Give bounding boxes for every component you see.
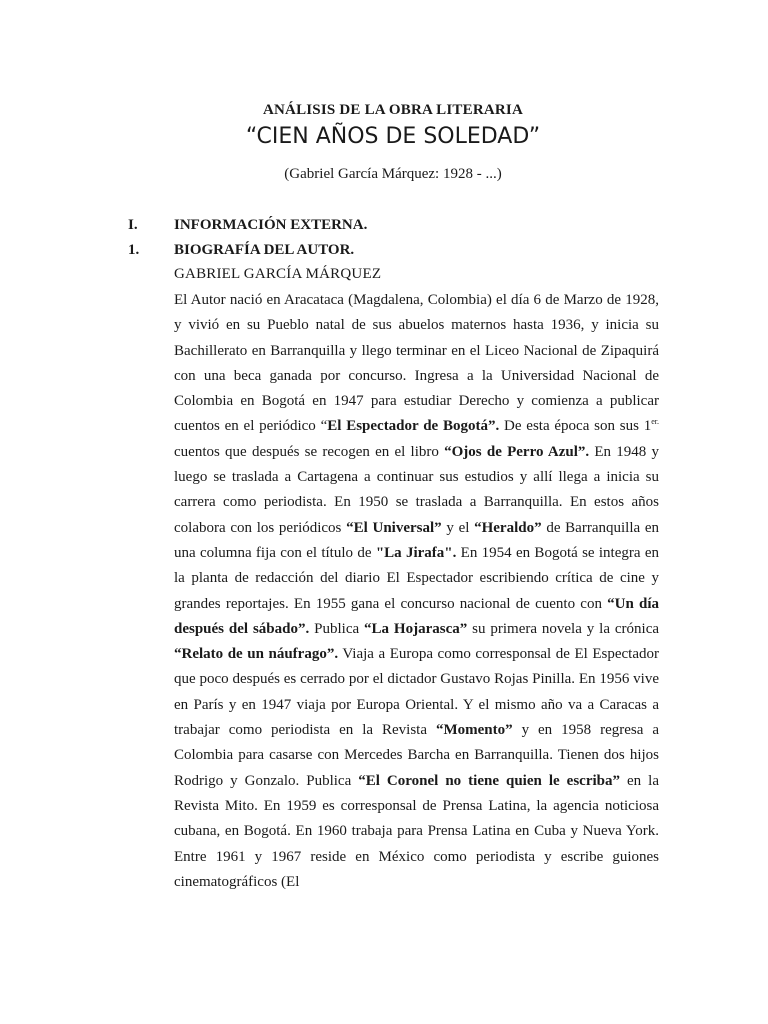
bold-title-run: “El Coronel no tiene quien le escriba” <box>358 772 620 789</box>
bold-title-run: “El Universal” <box>346 519 442 536</box>
text-run: y el <box>441 519 475 536</box>
work-title: “CIEN AÑOS DE SOLEDAD” <box>245 124 541 149</box>
text-run: Viaja a Europa como corresponsal de El Espectador que poco después es cerrado por el dictador Gustavo Rojas Pinilla. En 1956 vive en París y en 1947 viaja por Europa Oriental. Y el mismo año va a Caracas a trabajar como periodista en la Revista <box>174 646 659 739</box>
text-run: El Autor nació en Aracataca (Magdalena, Colombia) el día 6 de Marzo de 1928, y vivió en su Pueblo natal de sus abuelos maternos hasta 1936, y inicia su Bachillerato en Barranquilla y llego terminar en el Liceo Nacional de Zipaquirá con una beca ganada por concurso. Ingresa a la Universidad Nacional de Colombia en Bogotá en 1947 para estudiar Derecho y comienza a publicar cuentos en el periódico “ <box>174 292 659 435</box>
section-title: BIOGRAFÍA DEL AUTOR. <box>174 242 355 258</box>
text-run: de Barranquilla en una columna fija con el título de <box>174 519 660 561</box>
text-run: De esta época son sus 1 <box>499 418 652 435</box>
bold-title-run: El Espectador de Bogotá”. <box>327 418 500 435</box>
bold-title-run: "La Jirafa". <box>375 544 457 561</box>
biography-paragraph <box>174 288 659 895</box>
section-number: I. <box>128 217 138 233</box>
bold-title-run: “Ojos de Perro Azul”. <box>444 443 590 460</box>
text-run: En 1948 y luego se traslada a Cartagena a continuar sus estudios y allí llega a inicia su carrera como periodista. En 1950 se traslada a Barranquilla. En estos años colabora con los periódicos <box>174 443 659 536</box>
bold-title-run: “La Hojarasca” <box>364 620 468 637</box>
text-run: cuentos que después se recogen en el libro <box>174 443 445 460</box>
bold-title-run: “Relato de un náufrago”. <box>174 646 339 663</box>
section-number: 1. <box>128 242 140 258</box>
section-title: INFORMACIÓN EXTERNA. <box>174 217 368 233</box>
author-name: GABRIEL GARCÍA MÁRQUEZ <box>174 266 382 282</box>
text-run: y en 1958 regresa a Colombia para casarse con Mercedes Barcha en Barranquilla. Tienen dos hijos Rodrigo y Gonzalo. Publica <box>174 722 659 789</box>
bold-title-run: “Un día después del sábado”. <box>174 595 660 637</box>
superscript-run: er. <box>651 417 659 427</box>
document-title: ANÁLISIS DE LA OBRA LITERARIA <box>262 102 524 118</box>
text-run: su primera novela y la crónica <box>467 620 660 637</box>
section-heading-external-info <box>128 217 367 234</box>
bold-title-run: “Momento” <box>435 722 513 739</box>
text-run: Publica <box>309 620 365 637</box>
text-run: En 1954 en Bogotá se integra en la planta de redacción del diario El Espectador escribiendo crítica de cine y grandes reportajes. En 1955 gana el concurso nacional de cuento con <box>174 544 660 612</box>
section-heading-biography <box>128 242 354 259</box>
author-dates: (Gabriel García Márquez: 1928 - ...) <box>284 166 502 182</box>
text-run: en la Revista Mito. En 1959 es corresponsal de Prensa Latina, la agencia noticiosa cubana, en Bogotá. En 1960 trabaja para Prensa Latina en Cuba y Nueva York. Entre 1961 y 1967 reside en México como periodista y escribe guiones cinematográficos (El <box>174 772 659 890</box>
bold-title-run: “Heraldo” <box>474 519 542 536</box>
